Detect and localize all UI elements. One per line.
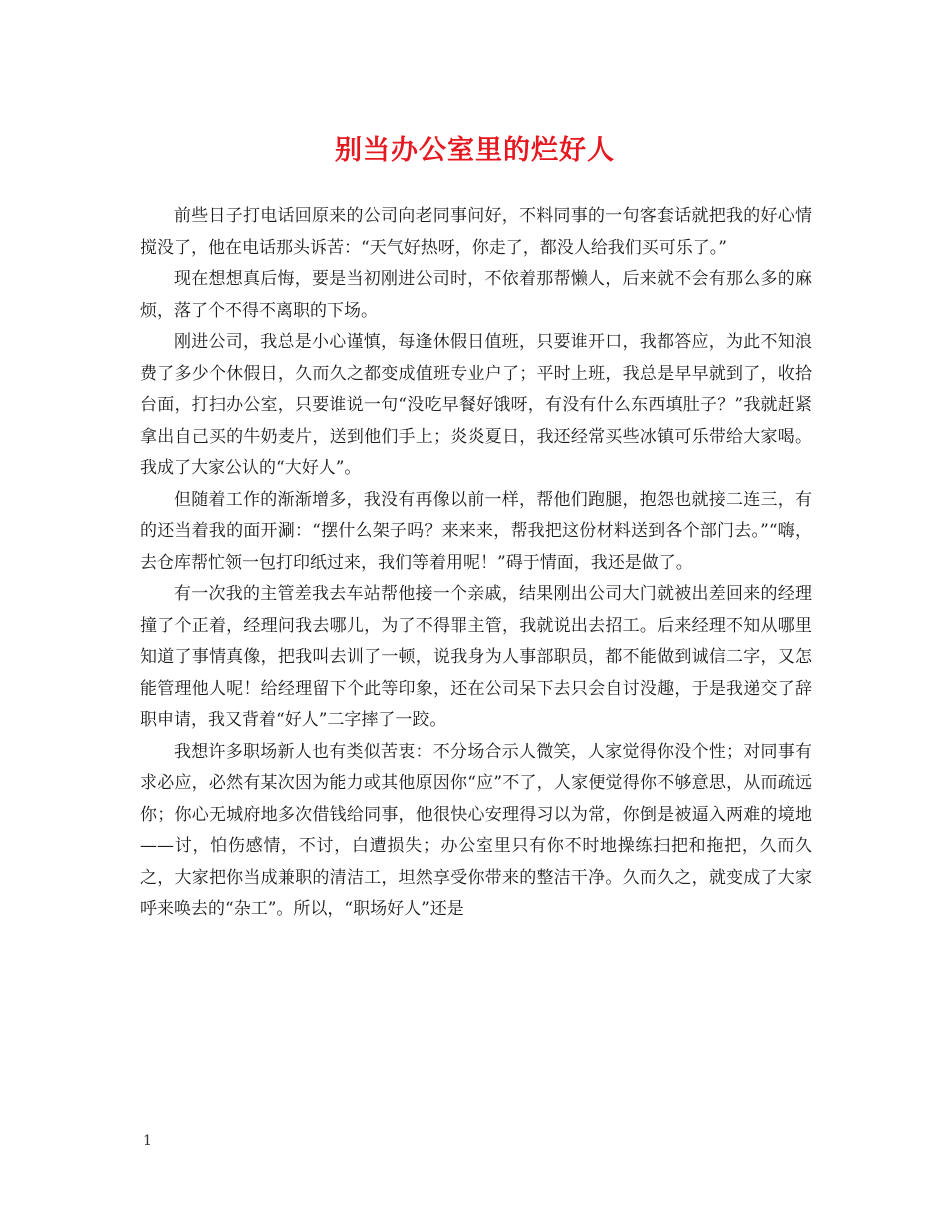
paragraph-1: 前些日子打电话回原来的公司向老同事问好，不料同事的一句客套话就把我的好心情搅没了，他在电话那头诉苦：“天气好热呀，你走了，都没人给我们买可乐了。” xyxy=(140,206,812,258)
paragraph-6: 我想许多职场新人也有类似苦衷：不分场合示人微笑，人家觉得你没个性；对同事有求必应，必然有某次因为能力或其他原因你“应”不了，人家便觉得你不够意思，从而疏远你；你心无城府地多次借钱给同事，他很快心安理得习以为常，你倒是被逼入两难的境地——讨，怕伤感情，不讨，白遭损失；办公室里只有你不时地操练扫把和拖把，久而久之，大家把你当成兼职的清洁工，坦然享受你带来的整洁干净。久而久之，就变成了大家呼来唤去的“杂工”。所以，“职场好人”还是 xyxy=(140,741,812,919)
paragraph-3: 刚进公司，我总是小心谨慎，每逢休假日值班，只要谁开口，我都答应，为此不知浪费了多少个休假日，久而久之都变成值班专业户了；平时上班，我总是早早就到了，收拾台面，打扫办公室，只要谁说一句“没吃早餐好饿呀，有没有什么东西填肚子？”我就赶紧拿出自己买的牛奶麦片，送到他们手上；炎炎夏日，我还经常买些冰镇可乐带给大家喝。我成了大家公认的“大好人”。 xyxy=(140,332,812,478)
paragraph-5: 有一次我的主管差我去车站帮他接一个亲戚，结果刚出公司大门就被出差回来的经理撞了个正着，经理问我去哪儿，为了不得罪主管，我就说出去招工。后来经理不知从哪里知道了事情真像，把我叫去训了一顿，说我身为人事部职员，都不能做到诚信二字，又怎能管理他人呢！给经理留下个此等印象，还在公司呆下去只会自讨没趣，于是我递交了辞职申请，我又背着“好人”二字摔了一跤。 xyxy=(140,584,812,730)
paragraph-2: 现在想想真后悔，要是当初刚进公司时，不依着那帮懒人，后来就不会有那么多的麻烦，落了个不得不离职的下场。 xyxy=(140,269,812,321)
page-number: 1 xyxy=(143,1133,152,1149)
paragraph-4: 但随着工作的渐渐增多，我没有再像以前一样，帮他们跑腿，抱怨也就接二连三，有的还当着我的面开涮：“摆什么架子吗？来来来，帮我把这份材料送到各个部门去。”“嗨，去仓库帮忙领一包打印纸过来，我们等着用呢！”碍于情面，我还是做了。 xyxy=(140,489,812,573)
document-body xyxy=(140,201,812,926)
document-title: 别当办公室里的烂好人 xyxy=(335,135,615,166)
